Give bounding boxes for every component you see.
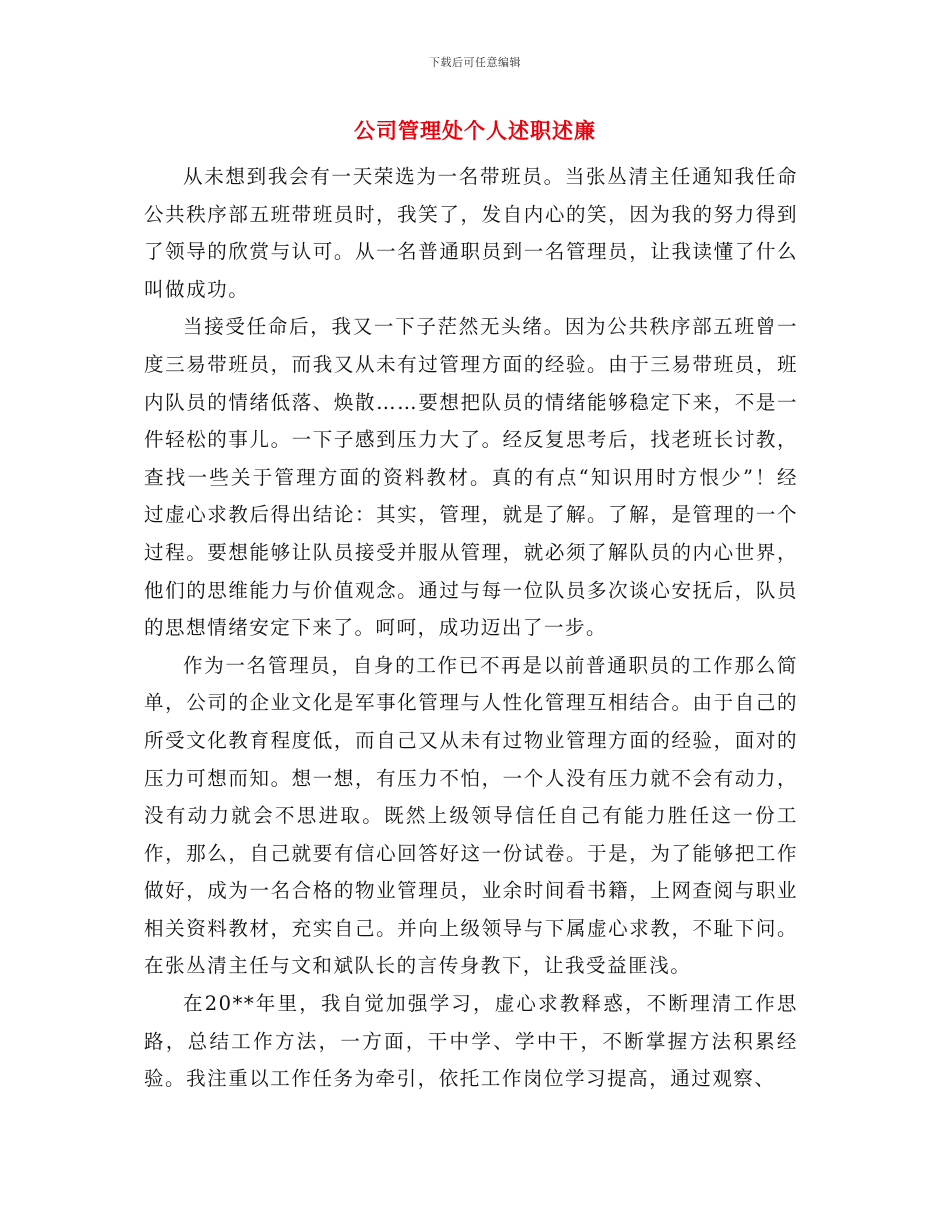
page-header-note: 下载后可任意编辑 — [429, 56, 521, 69]
document-title: 公司管理处个人述职述廉 — [354, 118, 596, 143]
paragraph: 从未想到我会有一天荣选为一名带班员。当张丛清主任通知我任命公共秩序部五班带班员时，我笑了，发自内心的笑，因为我的努力得到了领导的欣赏与认可。从一名普通职员到一名管理员，让我读懂了什么叫做成功。 — [144, 165, 798, 301]
paragraph: 在20**年里，我自觉加强学习，虚心求教释惑，不断理清工作思路，总结工作方法，一方面，干中学、学中干，不断掌握方法积累经验。我注重以工作任务为牵引，依托工作岗位学习提高，通过观察、 — [144, 992, 798, 1091]
paragraph: 当接受任命后，我又一下子茫然无头绪。因为公共秩序部五班曾一度三易带班员，而我又从未有过管理方面的经验。由于三易带班员，班内队员的情绪低落、焕散……要想把队员的情绪能够稳定下来，不是一件轻松的事儿。一下子感到压力大了。经反复思考后，找老班长讨教，查找一些关于管理方面的资料教材。真的有点“知识用时方恨少”！经过虚心求教后得出结论：其实，管理，就是了解。了解，是管理的一个过程。要想能够让队员接受并服从管理，就必须了解队员的内心世界，他们的思维能力与价值观念。通过与每一位队员多次谈心安抚后，队员的思想情绪安定下来了。呵呵，成功迈出了一步。 — [144, 315, 798, 640]
document-body — [144, 158, 798, 1098]
paragraph: 作为一名管理员，自身的工作已不再是以前普通职员的工作那么简单，公司的企业文化是军事化管理与人性化管理互相结合。由于自己的所受文化教育程度低，而自己又从未有过物业管理方面的经验，面对的压力可想而知。想一想，有压力不怕，一个人没有压力就不会有动力，没有动力就会不思进取。既然上级领导信任自己有能力胜任这一份工作，那么，自己就要有信心回答好这一份试卷。于是，为了能够把工作做好，成为一名合格的物业管理员，业余时间看书籍，上网查阅与职业相关资料教材，充实自己。并向上级领导与下属虚心求教，不耻下问。在张丛清主任与文和斌队长的言传身教下，让我受益匪浅。 — [144, 653, 798, 978]
